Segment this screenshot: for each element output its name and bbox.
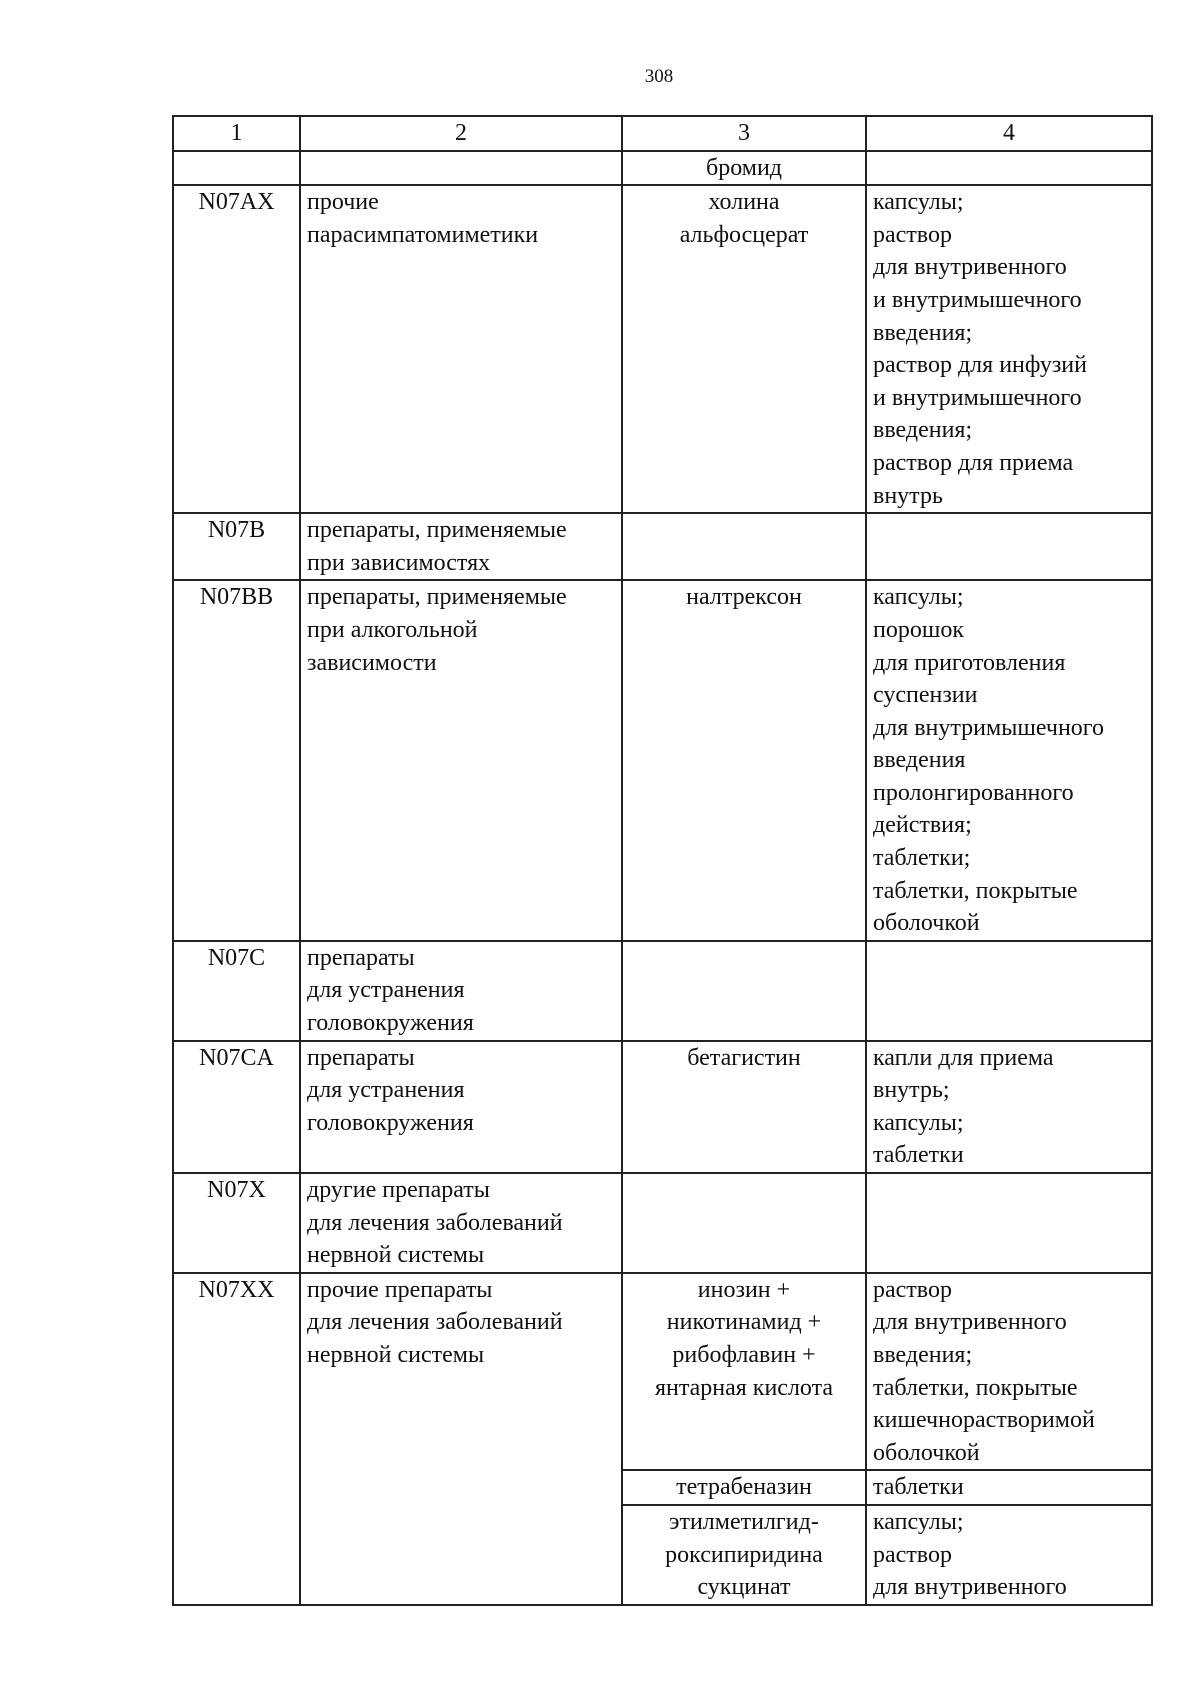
cell-line: для устранения [307, 1077, 465, 1104]
atc-code-cell: N07B [173, 513, 300, 580]
cell-line: альфосцерат [679, 221, 809, 248]
cell-line: препараты [307, 1044, 415, 1071]
group-name-cell [300, 185, 622, 513]
cell-line: головокружения [307, 1109, 474, 1136]
cell-line: внутрь [873, 482, 943, 509]
drug-name-cell [622, 1470, 866, 1505]
table-row [173, 513, 1152, 580]
atc-code-cell [173, 151, 300, 186]
cell-line: для приготовления [873, 649, 1066, 676]
cell-line: действия; [873, 812, 972, 839]
cell-line: прочие [307, 189, 379, 216]
drug-name-cell [622, 941, 866, 1041]
group-name-cell [300, 1273, 622, 1605]
drug-name-cell [622, 513, 866, 580]
group-name-cell [300, 513, 622, 580]
table-row [173, 580, 1152, 941]
cell-line: зависимости [307, 649, 437, 676]
cell-line: оболочкой [873, 910, 980, 937]
dosage-form-cell [866, 513, 1152, 580]
cell-line: для внутримышечного [873, 714, 1105, 741]
cell-line: этилметилгид- [669, 1508, 819, 1535]
header-col-1: 1 [173, 116, 300, 151]
cell-line: капсулы; [873, 1109, 964, 1136]
cell-line: налтрексон [686, 584, 802, 611]
cell-line: пролонгированного [873, 779, 1074, 806]
cell-line: введения; [873, 417, 973, 444]
cell-line: для устранения [307, 977, 465, 1004]
cell-line: препараты [307, 944, 415, 971]
cell-line: раствор для приема [873, 449, 1074, 476]
cell-line: капли для приема [873, 1044, 1054, 1071]
cell-line: оболочкой [873, 1439, 980, 1466]
cell-line: и внутримышечного [873, 286, 1082, 313]
cell-line: и внутримышечного [873, 384, 1082, 411]
drug-name-cell [622, 1273, 866, 1471]
drug-name-cell [622, 580, 866, 941]
dosage-form-cell [866, 1041, 1152, 1173]
table-row [173, 1173, 1152, 1273]
dosage-form-cell [866, 151, 1152, 186]
cell-line: таблетки; [873, 845, 971, 872]
cell-line: при зависимостях [307, 549, 491, 576]
group-name-cell [300, 941, 622, 1041]
dosage-form-cell [866, 1173, 1152, 1273]
group-name-cell [300, 580, 622, 941]
cell-line: для лечения заболеваний [307, 1309, 563, 1336]
table-header-row [173, 116, 1152, 151]
group-name-cell [300, 1041, 622, 1173]
atc-code-cell: N07X [173, 1173, 300, 1273]
cell-line: роксипиридина [665, 1541, 823, 1568]
drug-table [172, 115, 1153, 1606]
atc-code-cell: N07CA [173, 1041, 300, 1173]
cell-line: бромид [706, 154, 782, 181]
cell-line: холина [708, 189, 780, 216]
dosage-form-cell [866, 1470, 1152, 1505]
page-number: 308 [644, 66, 674, 87]
cell-line: головокружения [307, 1010, 474, 1037]
cell-line: нервной системы [307, 1341, 485, 1368]
table-row [173, 185, 1152, 513]
cell-line: препараты, применяемые [307, 517, 567, 544]
cell-line: таблетки [873, 1474, 964, 1501]
dosage-form-cell [866, 941, 1152, 1041]
cell-line: введения [873, 747, 966, 774]
cell-line: парасимпатомиметики [307, 221, 539, 248]
cell-line: капсулы; [873, 584, 964, 611]
drug-name-cell [622, 1173, 866, 1273]
cell-line: порошок [873, 616, 964, 643]
cell-line: раствор [873, 1541, 952, 1568]
cell-line: внутрь; [873, 1077, 950, 1104]
cell-line: раствор для инфузий [873, 352, 1087, 379]
dosage-form-cell [866, 185, 1152, 513]
cell-line: при алкогольной [307, 616, 478, 643]
header-col-4: 4 [866, 116, 1152, 151]
dosage-form-cell [866, 1505, 1152, 1605]
cell-line: бетагистин [687, 1044, 801, 1071]
atc-code-cell: N07XX [173, 1273, 300, 1605]
cell-line: другие препараты [307, 1177, 490, 1203]
table-row [173, 151, 1152, 186]
drug-name-cell [622, 1505, 866, 1605]
cell-line: капсулы; [873, 189, 964, 216]
dosage-form-cell [866, 580, 1152, 941]
cell-line: никотинамид + [666, 1309, 822, 1336]
atc-code-cell: N07BB [173, 580, 300, 941]
table-row [173, 1273, 1152, 1471]
cell-line: раствор [873, 221, 952, 248]
cell-line: для внутривенного [873, 1309, 1067, 1336]
drug-name-cell [622, 185, 866, 513]
cell-line: таблетки [873, 1142, 964, 1169]
cell-line: введения; [873, 319, 973, 346]
drug-name-cell [622, 1041, 866, 1173]
header-col-3: 3 [622, 116, 866, 151]
dosage-form-cell [866, 1273, 1152, 1471]
drug-name-cell [622, 151, 866, 186]
cell-line: сукцинат [697, 1574, 791, 1601]
cell-line: янтарная кислота [654, 1374, 834, 1401]
cell-line: нервной системы [307, 1242, 485, 1269]
cell-line: кишечнорастворимой [873, 1407, 1095, 1434]
group-name-cell [300, 151, 622, 186]
cell-line: для лечения заболеваний [307, 1209, 563, 1236]
group-name-cell [300, 1173, 622, 1273]
cell-line: для внутривенного [873, 254, 1067, 281]
cell-line: тетрабеназин [676, 1474, 812, 1501]
atc-code-cell: N07C [173, 941, 300, 1041]
cell-line: инозин + [697, 1276, 791, 1303]
cell-line: таблетки, покрытые [873, 1374, 1078, 1401]
cell-line: капсулы; [873, 1508, 964, 1535]
cell-line: раствор [873, 1276, 952, 1303]
cell-line: таблетки, покрытые [873, 877, 1078, 904]
header-col-2: 2 [300, 116, 622, 151]
cell-line: рибофлавин + [672, 1341, 816, 1368]
atc-code-cell: N07AX [173, 185, 300, 513]
table-row [173, 941, 1152, 1041]
cell-line: для внутривенного [873, 1574, 1067, 1601]
cell-line: введения; [873, 1341, 973, 1368]
cell-line: прочие препараты [307, 1276, 493, 1303]
table-row [173, 1041, 1152, 1173]
cell-line: препараты, применяемые [307, 584, 567, 611]
cell-line: суспензии [873, 682, 978, 709]
